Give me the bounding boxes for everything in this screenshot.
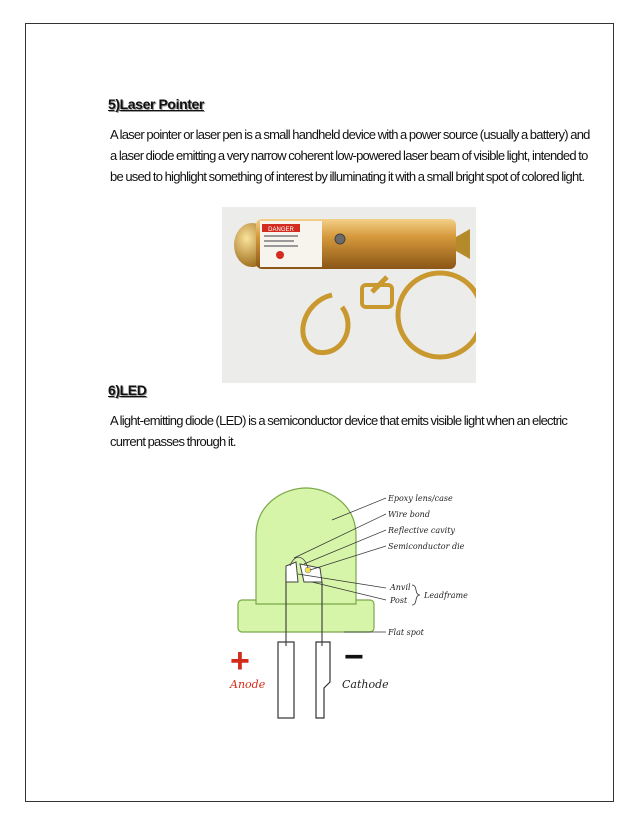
label-anvil: Anvil bbox=[390, 583, 411, 592]
led-flange bbox=[238, 600, 374, 632]
label-epoxy-lens: Epoxy lens/case bbox=[388, 494, 453, 503]
anode-lead bbox=[278, 642, 294, 718]
label-reflective-cavity: Reflective cavity bbox=[388, 526, 455, 535]
laser-pointer-paragraph bbox=[110, 124, 590, 187]
label-wire-bond: Wire bond bbox=[388, 510, 430, 519]
label-semiconductor-die: Semiconductor die bbox=[388, 542, 465, 551]
label-post: Post bbox=[390, 596, 408, 605]
cathode-lead bbox=[316, 642, 330, 718]
leadframe-brace bbox=[412, 585, 420, 605]
key-ring bbox=[398, 273, 476, 357]
danger-label-text: DANGER bbox=[268, 227, 294, 233]
anvil bbox=[286, 562, 298, 582]
paragraph-line: A light-emitting diode (LED) is a semiconductor device that emits visible light when an electric bbox=[110, 413, 568, 428]
label-cathode: Cathode bbox=[342, 678, 389, 691]
epoxy-lens bbox=[256, 488, 356, 604]
section-heading-laser-pointer: 5)Laser Pointer bbox=[108, 96, 204, 112]
power-button bbox=[335, 234, 345, 244]
plus-sign: + bbox=[230, 642, 250, 680]
paragraph-line: a laser diode emitting a very narrow coherent low-powered laser beam of visible light, intended to bbox=[110, 148, 588, 163]
minus-sign: − bbox=[344, 638, 364, 676]
keychain-clasp bbox=[303, 277, 387, 353]
paragraph-line: A laser pointer or laser pen is a small handheld device with a power source (usually a battery) and bbox=[110, 127, 590, 142]
section-heading-led: 6)LED bbox=[108, 382, 147, 398]
label-leadframe: Leadframe bbox=[424, 591, 468, 600]
laser-pointer-photo bbox=[222, 207, 476, 383]
label-flat-spot: Flat spot bbox=[388, 628, 424, 637]
led-diagram bbox=[224, 482, 486, 720]
paragraph-line: be used to highlight something of interest by illuminating it with a small bright spot of colored light. bbox=[110, 169, 585, 184]
led-paragraph bbox=[110, 410, 567, 452]
paragraph-line: current passes through it. bbox=[110, 434, 236, 449]
label-anode: Anode bbox=[230, 678, 266, 691]
